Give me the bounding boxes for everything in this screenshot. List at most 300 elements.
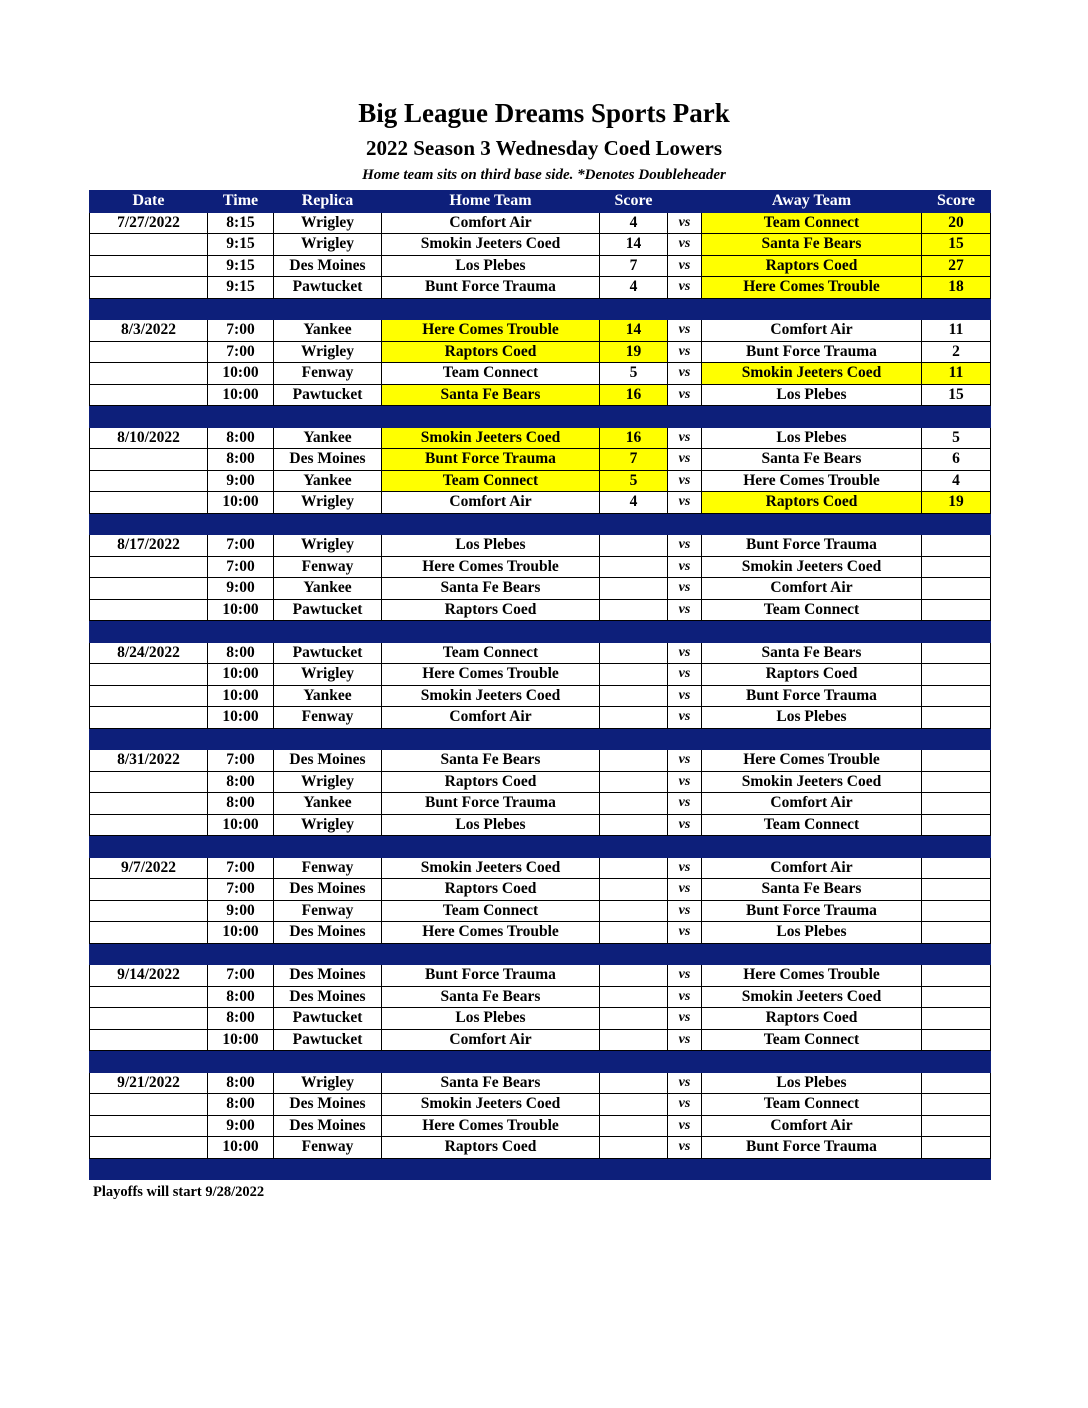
date-cell [90,1137,208,1159]
replica-cell: Yankee [274,685,382,707]
away-score-cell [922,793,991,815]
replica-cell: Wrigley [274,341,382,363]
replica-cell: Fenway [274,900,382,922]
separator-cell [600,513,668,535]
table-row [90,1029,991,1051]
separator-cell [922,1158,991,1180]
date-cell [90,277,208,299]
separator-cell [600,1158,668,1180]
separator-cell [274,298,382,320]
separator-cell [668,728,702,750]
vs-cell: vs [668,793,702,815]
replica-cell: Des Moines [274,922,382,944]
away-score-cell [922,685,991,707]
vs-cell: vs [668,707,702,729]
away-team-cell: Los Plebes [702,922,922,944]
replica-cell: Wrigley [274,212,382,234]
separator-cell [382,943,600,965]
vs-cell: vs [668,470,702,492]
home-team-cell: Smokin Jeeters Coed [382,685,600,707]
date-cell [90,255,208,277]
vs-cell: vs [668,384,702,406]
replica-cell: Pawtucket [274,277,382,299]
separator-cell [668,621,702,643]
time-cell: 9:15 [208,234,274,256]
table-row [90,556,991,578]
table-row [90,535,991,557]
home-score-cell [600,857,668,879]
separator-cell [600,943,668,965]
home-score-cell: 19 [600,341,668,363]
time-cell: 8:00 [208,793,274,815]
replica-cell: Wrigley [274,535,382,557]
date-cell: 8/3/2022 [90,320,208,342]
vs-cell: vs [668,814,702,836]
playoffs-note: Playoffs will start 9/28/2022 [93,1184,265,1200]
separator-cell [382,298,600,320]
date-cell [90,492,208,514]
vs-cell: vs [668,986,702,1008]
table-row [90,1137,991,1159]
separator-cell [382,1051,600,1073]
separator-cell [90,406,208,428]
away-score-cell: 19 [922,492,991,514]
table-row [90,212,991,234]
separator-cell [702,943,922,965]
table-row [90,986,991,1008]
replica-cell: Des Moines [274,1094,382,1116]
vs-cell: vs [668,1115,702,1137]
col-home-team: Home Team [382,191,600,213]
away-score-cell [922,771,991,793]
home-score-cell [600,750,668,772]
table-row [90,492,991,514]
time-cell: 7:00 [208,750,274,772]
vs-cell: vs [668,1072,702,1094]
home-team-cell: Santa Fe Bears [382,384,600,406]
separator-cell [600,1051,668,1073]
time-cell: 10:00 [208,685,274,707]
date-cell [90,363,208,385]
date-cell: 9/7/2022 [90,857,208,879]
replica-cell: Yankee [274,470,382,492]
replica-cell: Fenway [274,857,382,879]
table-row [90,1115,991,1137]
away-team-cell: Comfort Air [702,578,922,600]
separator-cell [274,836,382,858]
home-team-cell: Smokin Jeeters Coed [382,427,600,449]
time-cell: 10:00 [208,363,274,385]
replica-cell: Des Moines [274,986,382,1008]
time-cell: 7:00 [208,320,274,342]
table-row [90,771,991,793]
away-team-cell: Team Connect [702,212,922,234]
separator-cell [668,406,702,428]
away-score-cell: 4 [922,470,991,492]
away-score-cell [922,535,991,557]
time-cell: 9:00 [208,578,274,600]
time-cell: 9:00 [208,470,274,492]
separator-cell [208,513,274,535]
home-team-cell: Team Connect [382,363,600,385]
home-score-cell [600,707,668,729]
replica-cell: Yankee [274,427,382,449]
home-score-cell [600,1137,668,1159]
table-row [90,879,991,901]
separator-cell [208,1051,274,1073]
time-cell: 7:00 [208,535,274,557]
table-row [90,922,991,944]
replica-cell: Wrigley [274,771,382,793]
replica-cell: Yankee [274,793,382,815]
separator-cell [382,406,600,428]
home-score-cell [600,814,668,836]
replica-cell: Des Moines [274,965,382,987]
away-score-cell: 2 [922,341,991,363]
schedule-table [89,190,991,1180]
date-cell [90,1029,208,1051]
date-cell: 9/21/2022 [90,1072,208,1094]
replica-cell: Pawtucket [274,1029,382,1051]
vs-cell: vs [668,363,702,385]
home-team-cell: Here Comes Trouble [382,320,600,342]
home-team-cell: Raptors Coed [382,771,600,793]
home-score-cell [600,1094,668,1116]
home-team-cell: Here Comes Trouble [382,922,600,944]
replica-cell: Pawtucket [274,642,382,664]
separator-cell [668,1158,702,1180]
away-score-cell [922,1072,991,1094]
time-cell: 10:00 [208,814,274,836]
away-team-cell: Smokin Jeeters Coed [702,771,922,793]
time-cell: 9:15 [208,277,274,299]
separator-cell [702,513,922,535]
away-team-cell: Team Connect [702,599,922,621]
separator-cell [90,1158,208,1180]
vs-cell: vs [668,642,702,664]
separator-cell [382,728,600,750]
vs-cell: vs [668,922,702,944]
table-row [90,234,991,256]
away-score-cell: 18 [922,277,991,299]
home-score-cell [600,1072,668,1094]
vs-cell: vs [668,771,702,793]
separator-cell [922,943,991,965]
away-team-cell: Santa Fe Bears [702,879,922,901]
home-score-cell: 14 [600,234,668,256]
date-cell [90,771,208,793]
home-score-cell [600,986,668,1008]
table-row [90,1008,991,1030]
header-row [90,191,991,213]
time-cell: 7:00 [208,341,274,363]
date-cell [90,707,208,729]
date-cell [90,793,208,815]
table-row [90,707,991,729]
time-cell: 8:00 [208,771,274,793]
away-team-cell: Here Comes Trouble [702,750,922,772]
replica-cell: Wrigley [274,664,382,686]
week-separator [90,836,991,858]
separator-cell [922,406,991,428]
replica-cell: Yankee [274,320,382,342]
separator-cell [702,621,922,643]
home-score-cell [600,965,668,987]
table-row [90,341,991,363]
vs-cell: vs [668,664,702,686]
away-team-cell: Los Plebes [702,384,922,406]
replica-cell: Pawtucket [274,599,382,621]
home-team-cell: Santa Fe Bears [382,750,600,772]
time-cell: 10:00 [208,1137,274,1159]
home-team-cell: Los Plebes [382,814,600,836]
separator-cell [922,1051,991,1073]
date-cell [90,384,208,406]
home-score-cell: 7 [600,255,668,277]
away-score-cell: 5 [922,427,991,449]
separator-cell [274,943,382,965]
separator-cell [922,728,991,750]
home-team-cell: Los Plebes [382,1008,600,1030]
away-team-cell: Los Plebes [702,707,922,729]
date-cell [90,922,208,944]
home-score-cell: 5 [600,363,668,385]
away-team-cell: Team Connect [702,1094,922,1116]
time-cell: 8:00 [208,1072,274,1094]
home-team-cell: Santa Fe Bears [382,578,600,600]
vs-cell: vs [668,449,702,471]
home-score-cell [600,664,668,686]
home-team-cell: Here Comes Trouble [382,1115,600,1137]
replica-cell: Wrigley [274,1072,382,1094]
schedule-body [90,212,991,1180]
separator-cell [668,836,702,858]
home-team-cell: Bunt Force Trauma [382,965,600,987]
home-team-cell: Here Comes Trouble [382,664,600,686]
separator-cell [702,1051,922,1073]
table-row [90,664,991,686]
table-row [90,965,991,987]
separator-cell [208,298,274,320]
vs-cell: vs [668,320,702,342]
vs-cell: vs [668,1008,702,1030]
home-score-cell [600,599,668,621]
home-score-cell [600,535,668,557]
date-cell [90,449,208,471]
date-cell [90,1115,208,1137]
separator-cell [274,621,382,643]
vs-cell: vs [668,212,702,234]
week-separator [90,406,991,428]
home-score-cell [600,642,668,664]
away-team-cell: Comfort Air [702,857,922,879]
date-cell [90,685,208,707]
home-team-cell: Santa Fe Bears [382,986,600,1008]
home-score-cell [600,556,668,578]
separator-cell [90,836,208,858]
separator-cell [90,298,208,320]
time-cell: 10:00 [208,599,274,621]
separator-cell [702,406,922,428]
vs-cell: vs [668,1137,702,1159]
table-row [90,470,991,492]
separator-cell [600,621,668,643]
time-cell: 7:00 [208,556,274,578]
separator-cell [90,1051,208,1073]
time-cell: 10:00 [208,922,274,944]
vs-cell: vs [668,578,702,600]
table-row [90,578,991,600]
away-score-cell: 11 [922,320,991,342]
week-separator [90,1051,991,1073]
table-row [90,685,991,707]
home-score-cell: 4 [600,277,668,299]
separator-cell [922,513,991,535]
away-score-cell: 20 [922,212,991,234]
home-team-cell: Smokin Jeeters Coed [382,234,600,256]
vs-cell: vs [668,750,702,772]
away-team-cell: Here Comes Trouble [702,277,922,299]
week-separator [90,621,991,643]
separator-cell [668,943,702,965]
replica-cell: Wrigley [274,492,382,514]
away-team-cell: Santa Fe Bears [702,449,922,471]
vs-cell: vs [668,685,702,707]
vs-cell: vs [668,857,702,879]
table-row [90,599,991,621]
home-team-cell: Bunt Force Trauma [382,277,600,299]
away-team-cell: Smokin Jeeters Coed [702,556,922,578]
time-cell: 10:00 [208,1029,274,1051]
home-team-cell: Raptors Coed [382,879,600,901]
separator-cell [922,298,991,320]
home-team-cell: Bunt Force Trauma [382,449,600,471]
col-away-score: Score [922,191,991,213]
away-score-cell [922,1094,991,1116]
away-score-cell [922,599,991,621]
away-score-cell [922,556,991,578]
separator-cell [274,728,382,750]
replica-cell: Fenway [274,707,382,729]
page-title: Big League Dreams Sports Park [358,98,730,128]
date-cell: 8/24/2022 [90,642,208,664]
away-score-cell [922,750,991,772]
col-replica: Replica [274,191,382,213]
date-cell [90,900,208,922]
separator-cell [382,836,600,858]
table-row [90,427,991,449]
away-team-cell: Bunt Force Trauma [702,685,922,707]
separator-cell [208,836,274,858]
separator-cell [702,298,922,320]
date-cell [90,1008,208,1030]
vs-cell: vs [668,427,702,449]
vs-cell: vs [668,879,702,901]
time-cell: 8:00 [208,642,274,664]
away-score-cell [922,965,991,987]
table-row [90,642,991,664]
time-cell: 8:00 [208,1094,274,1116]
separator-cell [90,513,208,535]
home-score-cell: 5 [600,470,668,492]
separator-cell [922,836,991,858]
away-team-cell: Comfort Air [702,1115,922,1137]
away-score-cell [922,578,991,600]
time-cell: 10:00 [208,492,274,514]
away-team-cell: Santa Fe Bears [702,234,922,256]
away-team-cell: Comfort Air [702,320,922,342]
home-score-cell: 4 [600,212,668,234]
home-team-cell: Raptors Coed [382,599,600,621]
vs-cell: vs [668,900,702,922]
date-cell [90,470,208,492]
away-team-cell: Team Connect [702,1029,922,1051]
week-separator [90,298,991,320]
home-score-cell [600,922,668,944]
home-team-cell: Comfort Air [382,492,600,514]
home-score-cell [600,1008,668,1030]
date-cell: 9/14/2022 [90,965,208,987]
separator-cell [274,513,382,535]
home-team-cell: Raptors Coed [382,341,600,363]
away-team-cell: Here Comes Trouble [702,965,922,987]
vs-cell: vs [668,599,702,621]
replica-cell: Fenway [274,556,382,578]
time-cell: 8:00 [208,449,274,471]
home-score-cell [600,1115,668,1137]
date-cell [90,234,208,256]
separator-cell [208,621,274,643]
separator-cell [90,621,208,643]
away-score-cell [922,1137,991,1159]
week-separator [90,1158,991,1180]
date-cell [90,879,208,901]
away-team-cell: Raptors Coed [702,1008,922,1030]
replica-cell: Yankee [274,578,382,600]
home-team-cell: Team Connect [382,642,600,664]
separator-cell [668,298,702,320]
time-cell: 10:00 [208,664,274,686]
replica-cell: Des Moines [274,750,382,772]
date-cell: 8/10/2022 [90,427,208,449]
home-score-cell: 14 [600,320,668,342]
home-team-cell: Los Plebes [382,535,600,557]
vs-cell: vs [668,556,702,578]
vs-cell: vs [668,277,702,299]
away-score-cell [922,642,991,664]
date-cell [90,1094,208,1116]
home-team-cell: Raptors Coed [382,1137,600,1159]
away-team-cell: Comfort Air [702,793,922,815]
home-score-cell: 16 [600,384,668,406]
time-cell: 8:00 [208,1008,274,1030]
date-cell [90,341,208,363]
away-score-cell [922,900,991,922]
time-cell: 9:00 [208,900,274,922]
time-cell: 9:00 [208,1115,274,1137]
separator-cell [600,406,668,428]
away-score-cell [922,1115,991,1137]
date-cell: 7/27/2022 [90,212,208,234]
time-cell: 7:00 [208,857,274,879]
replica-cell: Pawtucket [274,384,382,406]
replica-cell: Fenway [274,1137,382,1159]
away-score-cell [922,879,991,901]
col-away-team: Away Team [702,191,922,213]
separator-cell [208,406,274,428]
away-score-cell [922,857,991,879]
away-team-cell: Here Comes Trouble [702,470,922,492]
